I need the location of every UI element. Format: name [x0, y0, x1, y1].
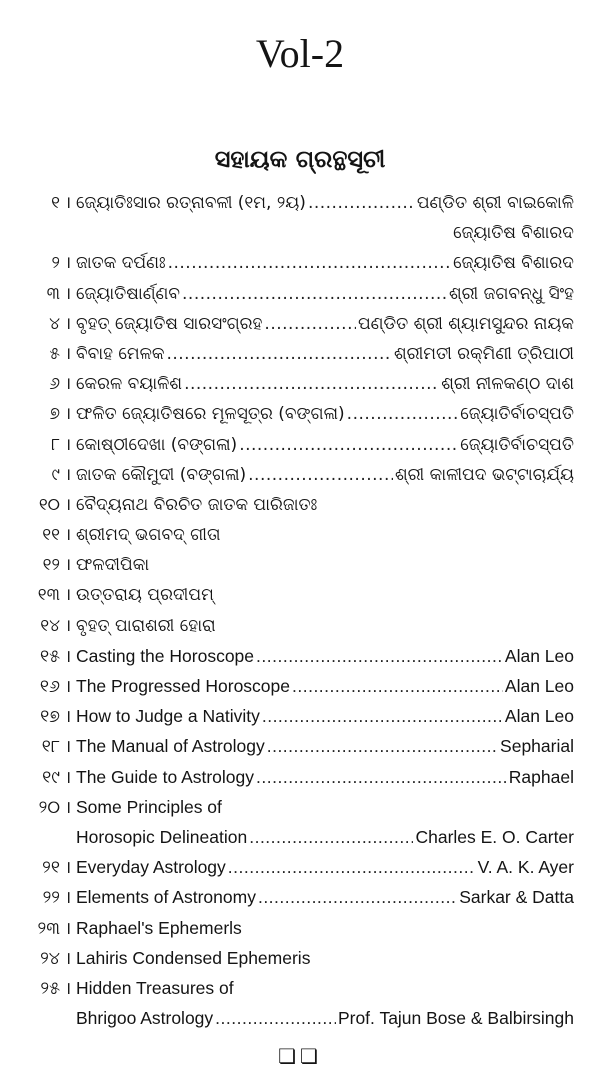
end-mark: ❏❏ — [278, 1044, 322, 1068]
entry-author: ଶ୍ରୀ କାଳୀପଦ ଭଟ୍ଟାଚାର୍ଯ୍ୟ — [394, 464, 574, 485]
entry-separator: । — [64, 857, 72, 878]
entry-title: Hidden Treasures of — [76, 977, 234, 998]
list-item — [0, 882, 600, 912]
entry-number: ୫ — [49, 343, 60, 364]
volume-label: Vol-2 — [255, 31, 345, 76]
entry-title: Some Principles of — [76, 796, 222, 817]
entry-separator: । — [64, 645, 72, 666]
list-item — [0, 822, 600, 852]
entry-title: Everyday Astrology — [76, 857, 226, 878]
leader-dots — [258, 882, 457, 912]
entry-author: ଜ୍ୟୋତିର୍ବାଚସ୍ପତି — [460, 404, 574, 425]
entry-title: Elements of Astronomy — [76, 887, 256, 908]
list-item — [0, 852, 600, 882]
leader-dots — [184, 369, 439, 399]
entry-author: ଜ୍ୟୋତିଷ ବିଶାରଦ — [453, 253, 574, 274]
entry-number: ୭ — [49, 404, 60, 425]
list-item — [0, 399, 600, 429]
entry-separator: । — [64, 283, 72, 304]
list-item — [0, 731, 600, 761]
entry-title: କେରଳ ବୟାଳିଶ — [76, 374, 183, 395]
list-item — [0, 490, 600, 520]
list-item — [0, 460, 600, 490]
entry-separator: । — [64, 313, 72, 334]
leader-dots — [347, 399, 459, 429]
entry-number: ୧୭ — [40, 706, 60, 727]
entry-separator: । — [64, 736, 72, 757]
entry-number: ୨୪ — [40, 947, 60, 968]
entry-number: ୧୫ — [39, 645, 60, 666]
entry-number: ୨୦ — [38, 796, 60, 817]
leader-dots — [267, 731, 498, 761]
entry-number: ୧୪ — [40, 615, 60, 636]
list-item — [0, 188, 600, 218]
entry-number: ୯ — [51, 464, 60, 485]
entry-separator: । — [64, 464, 72, 485]
entry-title: The Guide to Astrology — [76, 766, 255, 787]
entry-separator: । — [64, 374, 72, 395]
list-item — [0, 520, 600, 550]
list-item — [0, 973, 600, 1003]
entry-author: ଶ୍ରୀମତୀ ରକ୍ମିଣୀ ତ୍ରିପାଠୀ — [394, 343, 574, 364]
entry-separator: । — [64, 525, 72, 546]
list-item — [0, 339, 600, 369]
entry-number: ୧୦ — [38, 494, 60, 515]
entry-separator: । — [64, 796, 72, 817]
entry-separator: । — [64, 676, 72, 696]
entry-number: ୧୨ — [42, 555, 60, 576]
list-item — [0, 611, 600, 641]
entry-separator: । — [64, 947, 72, 968]
entry-title: How to Judge a Nativity — [76, 706, 260, 727]
entry-number: ୧୯ — [42, 766, 60, 787]
entry-separator: । — [64, 766, 72, 787]
entry-author: Prof. Tajun Bose & Balbirsingh — [337, 1008, 574, 1029]
list-item — [0, 218, 600, 248]
entry-number: ୧୮ — [41, 736, 60, 757]
entry-title: ବୃହତ୍ ଜ୍ୟୋତିଷ ସାରସଂଗ୍ରହ — [76, 313, 263, 334]
entry-separator: । — [64, 887, 72, 908]
entry-author: ଶ୍ରୀ ନୀଳକଣ୍ଠ ଦାଶ — [441, 374, 574, 395]
leader-dots — [166, 339, 392, 369]
entry-title: ଜାତକ ଦର୍ପଣଃ — [76, 253, 166, 274]
entry-author: ପଣ୍ଡିତ ଶ୍ରୀ ଶ୍ୟାମସୁନ୍ଦର ନାୟକ — [357, 313, 574, 334]
entry-separator: । — [64, 555, 72, 576]
entry-author: Sepharial — [500, 736, 574, 757]
leader-dots — [256, 641, 503, 671]
entry-title: ଉତ୍ତରାୟ ପ୍ରଦୀପମ୍ — [76, 585, 214, 606]
entry-author: Alan Leo — [504, 676, 574, 696]
leader-dots — [248, 460, 393, 490]
entry-title: ଫଳଦୀପିକା — [76, 555, 150, 576]
entry-author: ପଣ୍ଡିତ ଶ୍ରୀ ବାଇକୋଳି — [416, 193, 574, 213]
list-item — [0, 701, 600, 731]
entry-title: ଜ୍ୟୋତିଷାର୍ଣ୍ଣବ — [76, 283, 181, 304]
list-item — [0, 248, 600, 278]
entry-separator: । — [64, 343, 72, 364]
entry-author: Alan Leo — [504, 706, 574, 727]
entry-number: ୨୩ — [37, 917, 60, 938]
list-item — [0, 430, 600, 460]
leader-dots — [292, 671, 503, 701]
list-item — [0, 641, 600, 671]
list-item — [0, 550, 600, 580]
entry-separator: । — [64, 917, 72, 938]
list-item — [0, 671, 600, 701]
entry-title: ଜାତକ କୌମୁଦୀ (ବଙ୍ଗଳା) — [76, 464, 247, 485]
list-item — [0, 792, 600, 822]
entry-separator: । — [64, 494, 72, 515]
entry-author: ଶ୍ରୀ ଜଗବନ୍ଧୁ ସିଂହ — [448, 283, 574, 304]
entry-author: ଜ୍ୟୋତିଷ ବିଶାରଦ — [453, 223, 574, 244]
entry-title: The Manual of Astrology — [76, 736, 265, 757]
list-item — [0, 1003, 600, 1033]
list-item — [0, 913, 600, 943]
list-item — [0, 369, 600, 399]
entry-number: ୨୧ — [42, 857, 60, 878]
list-item — [0, 762, 600, 792]
list-item — [0, 309, 600, 339]
entry-number: ୪ — [49, 313, 60, 334]
entry-separator: । — [64, 434, 72, 455]
entry-separator: । — [64, 706, 72, 727]
list-item — [0, 279, 600, 309]
entry-number: ୨୨ — [42, 887, 60, 908]
entry-number: ୬ — [49, 374, 60, 395]
entry-number: ୨୫ — [40, 977, 60, 998]
leader-dots — [249, 822, 413, 852]
entry-title: Bhrigoo Astrology — [76, 1008, 214, 1029]
entry-separator: । — [64, 977, 72, 998]
entry-title: ବୈଦ୍ୟନାଥ ବିରଚିତ ଜାତକ ପାରିଜାତଃ — [76, 494, 318, 515]
entry-separator: । — [64, 193, 72, 213]
entry-title: Horosopic Delineation — [76, 826, 248, 847]
entry-title: Raphael's Ephemerls — [76, 917, 242, 938]
entry-number: ୧୧ — [42, 525, 60, 546]
bibliography-heading: ସହାୟକ ଗ୍ରନ୍ଥସୂଚୀ — [214, 145, 386, 173]
entry-separator: । — [64, 253, 72, 274]
entry-number: ୧ — [51, 193, 60, 213]
leader-dots — [215, 1003, 336, 1033]
entry-author: Alan Leo — [504, 645, 574, 666]
entry-title: ବୃହତ୍ ପାରାଶରୀ ହୋରା — [76, 615, 216, 636]
entry-number: ୨ — [51, 253, 60, 274]
leader-dots — [308, 188, 415, 218]
entry-title: ବିବାହ ମେଳକ — [76, 343, 165, 364]
leader-dots — [182, 279, 447, 309]
leader-dots — [168, 248, 451, 278]
leader-dots — [256, 762, 507, 792]
entry-title: କୋଷ୍ଠୀଦେଖା (ବଙ୍ଗଳା) — [76, 434, 238, 455]
entry-separator: । — [64, 404, 72, 425]
entry-number: ୧୩ — [37, 585, 60, 606]
entry-number: ୮ — [51, 434, 60, 455]
entry-author: Charles E. O. Carter — [415, 826, 574, 847]
leader-dots — [239, 430, 458, 460]
bibliography-list — [0, 188, 600, 1033]
entry-title: ଶ୍ରୀମଦ୍ ଭଗବଦ୍ ଗୀତା — [76, 525, 221, 546]
leader-dots — [228, 852, 476, 882]
entry-number: ୧୬ — [39, 676, 60, 696]
entry-separator: । — [64, 585, 72, 606]
list-item — [0, 943, 600, 973]
entry-title: ଫଳିତ ଜ୍ୟୋତିଷରେ ମୂଳସୂତ୍ର (ବଙ୍ଗଳା) — [76, 404, 345, 425]
entry-title: Lahiris Condensed Ephemeris — [76, 947, 311, 968]
entry-author: ଜ୍ୟୋତିର୍ବାଚସ୍ପତି — [460, 434, 574, 455]
entry-number: ୩ — [46, 283, 60, 304]
entry-separator: । — [64, 615, 72, 636]
list-item — [0, 580, 600, 610]
leader-dots — [264, 309, 356, 339]
entry-title: Casting the Horoscope — [76, 645, 255, 666]
entry-author: V. A. K. Ayer — [477, 857, 574, 878]
entry-author: Sarkar & Datta — [459, 887, 574, 908]
entry-title: ଜ୍ୟୋତିଃସାର ରତ୍ନାବଳୀ (୧ମ, ୨ୟ) — [76, 193, 306, 213]
leader-dots — [262, 701, 503, 731]
entry-author: Raphael — [508, 766, 574, 787]
entry-title: The Progressed Horoscope — [76, 676, 290, 696]
